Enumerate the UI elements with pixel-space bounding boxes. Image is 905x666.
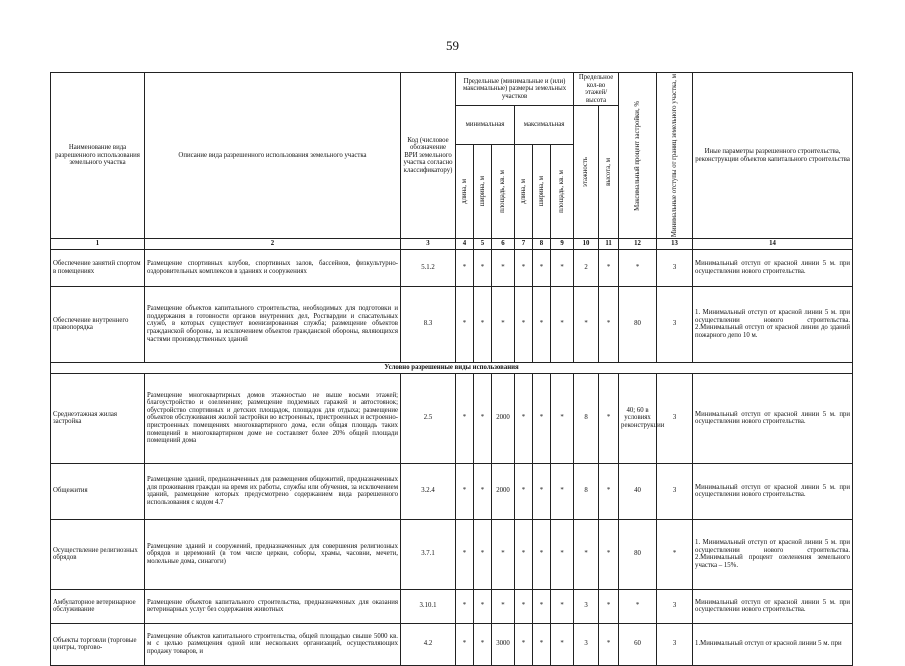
col-number: 2 bbox=[145, 239, 401, 250]
param-cell: * bbox=[474, 519, 492, 589]
param-cell: 60 bbox=[619, 623, 657, 665]
param-cell: * bbox=[533, 623, 551, 665]
use-description-cell: Размещение многоквартирных домов этажностью не выше восьми этажей; благоустройство и озеленение; размещение подземных гаражей и автостоянок; обустройство спортивных и детских площадок, площадок для отдыха; размещение объектов обслуживания жилой застройки во встроенных, пристроенных и встроенно-пристроенных помещениях многоквартирного дома, если общая площадь таких помещений в многоквартирном доме не составляет более 20% общей площади помещений дома bbox=[145, 373, 401, 463]
use-code-cell: 2.5 bbox=[401, 373, 456, 463]
param-cell: 2 bbox=[574, 249, 599, 286]
param-cell: * bbox=[599, 249, 619, 286]
param-cell: * bbox=[474, 623, 492, 665]
param-cell: * bbox=[599, 286, 619, 362]
param-cell: * bbox=[492, 519, 515, 589]
param-cell: 3 bbox=[657, 373, 693, 463]
col-number: 8 bbox=[533, 239, 551, 250]
page-number: 59 bbox=[446, 38, 459, 53]
header-height: высота, м bbox=[599, 106, 619, 239]
header-floorness: этажность bbox=[574, 106, 599, 239]
col-number: 4 bbox=[456, 239, 474, 250]
table-row bbox=[51, 286, 853, 362]
header-min: минимальная bbox=[456, 106, 515, 145]
use-name-cell: Осуществление религиозных обрядов bbox=[51, 519, 145, 589]
table-row bbox=[51, 519, 853, 589]
other-params-cell: 1. Минимальный отступ от красной линии 5 м. при осуществлении нового строительства. 2.Минимальный отступ от красной линии до зданий пожарного депо 10 м. bbox=[693, 286, 853, 362]
param-cell: * bbox=[533, 589, 551, 623]
param-cell: * bbox=[551, 623, 574, 665]
use-name-cell: Общежития bbox=[51, 463, 145, 519]
header-max-area: площадь, кв. м bbox=[551, 145, 574, 239]
param-cell: 40 bbox=[619, 463, 657, 519]
header-max-width: ширина, м bbox=[533, 145, 551, 239]
param-cell: * bbox=[533, 249, 551, 286]
table-row bbox=[51, 373, 853, 463]
param-cell: 3 bbox=[574, 623, 599, 665]
header-min-area: площадь, кв. м bbox=[492, 145, 515, 239]
param-cell: 3 bbox=[657, 463, 693, 519]
param-cell: * bbox=[456, 463, 474, 519]
param-cell: 2000 bbox=[492, 373, 515, 463]
table-row bbox=[51, 249, 853, 286]
param-cell: * bbox=[456, 589, 474, 623]
param-cell: * bbox=[474, 286, 492, 362]
param-cell: * bbox=[533, 463, 551, 519]
regulations-table bbox=[50, 72, 853, 666]
param-cell: * bbox=[599, 519, 619, 589]
param-cell: * bbox=[599, 463, 619, 519]
use-code-cell: 3.7.1 bbox=[401, 519, 456, 589]
col-number: 14 bbox=[693, 239, 853, 250]
param-cell: * bbox=[599, 373, 619, 463]
col-number: 10 bbox=[574, 239, 599, 250]
table-row bbox=[51, 589, 853, 623]
header-code: Код (числовое обозначение ВРИ земельного участка согласно классификатору) bbox=[401, 73, 456, 239]
param-cell: * bbox=[492, 589, 515, 623]
use-code-cell: 5.1.2 bbox=[401, 249, 456, 286]
use-name-cell: Обеспечение занятий спортом в помещениях bbox=[51, 249, 145, 286]
param-cell: * bbox=[551, 463, 574, 519]
param-cell: * bbox=[551, 286, 574, 362]
param-cell: * bbox=[533, 373, 551, 463]
param-cell: * bbox=[474, 463, 492, 519]
use-description-cell: Размещение зданий и сооружений, предназначенных для совершения религиозных обрядов и церемоний (в том числе церкви, соборы, храмы, часовни, мечети, молельные дома, синагоги) bbox=[145, 519, 401, 589]
header-limits: Предельные (минимальные и (или) максимальные) размеры земельных участков bbox=[456, 73, 574, 106]
param-cell: * bbox=[474, 373, 492, 463]
param-cell: * bbox=[492, 249, 515, 286]
param-cell: 3 bbox=[657, 286, 693, 362]
param-cell: * bbox=[551, 519, 574, 589]
other-params-cell: Минимальный отступ от красной линии 5 м. при осуществлении нового строительства. bbox=[693, 589, 853, 623]
param-cell: * bbox=[456, 286, 474, 362]
column-numbers-row bbox=[51, 239, 853, 250]
use-description-cell: Размещение объектов капитального строительства, необходимых для подготовки и поддержания в готовности органов внутренних дел, Росгвардии и спасательных служб, в которых существует военизированная служба; размещение объектов гражданской обороны, за исключением объектов гражданской обороны, являющихся частями производственных зданий bbox=[145, 286, 401, 362]
param-cell: * bbox=[515, 589, 533, 623]
use-name-cell: Обеспечение внутреннего правопорядка bbox=[51, 286, 145, 362]
other-params-cell: Минимальный отступ от красной линии 5 м. при осуществлении нового строительства. bbox=[693, 249, 853, 286]
param-cell: * bbox=[657, 519, 693, 589]
section-row bbox=[51, 362, 853, 373]
other-params-cell: 1. Минимальный отступ от красной линии 5 м. при осуществлении нового строительства. 2.Минимальный процент озеленения земельного участка – 15%. bbox=[693, 519, 853, 589]
header-floors: Предельное кол-во этажей/высота bbox=[574, 73, 619, 106]
param-cell: * bbox=[515, 249, 533, 286]
use-description-cell: Размещение зданий, предназначенных для размещения общежитий, предназначенных для проживания граждан на время их работы, службы или обучения, за исключением зданий, размещение которых предусмотрено содержанием вида разрешенного использования с кодом 4.7 bbox=[145, 463, 401, 519]
param-cell: * bbox=[551, 249, 574, 286]
other-params-cell: Минимальный отступ от красной линии 5 м. при осуществлении нового строительства. bbox=[693, 373, 853, 463]
col-number: 5 bbox=[474, 239, 492, 250]
param-cell: * bbox=[619, 249, 657, 286]
use-description-cell: Размещение спортивных клубов, спортивных залов, бассейнов, физкультурно-оздоровительных комплексов в зданиях и сооружениях bbox=[145, 249, 401, 286]
use-name-cell: Амбулаторное ветеринарное обслуживание bbox=[51, 589, 145, 623]
param-cell: 3000 bbox=[492, 623, 515, 665]
param-cell: 40; 60 в условиях реконструкции bbox=[619, 373, 657, 463]
param-cell: 3 bbox=[574, 589, 599, 623]
param-cell: * bbox=[456, 373, 474, 463]
table-row bbox=[51, 463, 853, 519]
table-row bbox=[51, 623, 853, 665]
param-cell: * bbox=[474, 589, 492, 623]
param-cell: * bbox=[599, 623, 619, 665]
use-code-cell: 3.2.4 bbox=[401, 463, 456, 519]
param-cell: * bbox=[515, 286, 533, 362]
use-code-cell: 4.2 bbox=[401, 623, 456, 665]
param-cell: 8 bbox=[574, 463, 599, 519]
use-description-cell: Размещение объектов капитального строительства, общей площадью свыше 5000 кв. м с целью размещения одной или нескольких организаций, осуществляющих продажу товаров, и bbox=[145, 623, 401, 665]
col-number: 3 bbox=[401, 239, 456, 250]
col-number: 11 bbox=[599, 239, 619, 250]
other-params-cell: Минимальный отступ от красной линии 5 м. при осуществлении нового строительства. bbox=[693, 463, 853, 519]
param-cell: 3 bbox=[657, 249, 693, 286]
col-number: 12 bbox=[619, 239, 657, 250]
header-density: Максимальный процент застройки, % bbox=[619, 73, 657, 239]
param-cell: * bbox=[551, 373, 574, 463]
col-number: 6 bbox=[492, 239, 515, 250]
param-cell: * bbox=[474, 249, 492, 286]
header-min-width: ширина, м bbox=[474, 145, 492, 239]
other-params-cell: 1.Минимальный отступ от красной линии 5 м. при bbox=[693, 623, 853, 665]
param-cell: 8 bbox=[574, 373, 599, 463]
header-max: максимальная bbox=[515, 106, 574, 145]
param-cell: * bbox=[515, 519, 533, 589]
header-name: Наименование вида разрешенного использования земельного участка bbox=[51, 73, 145, 239]
use-name-cell: Среднеэтажная жилая застройка bbox=[51, 373, 145, 463]
param-cell: * bbox=[456, 519, 474, 589]
param-cell: * bbox=[456, 623, 474, 665]
param-cell: * bbox=[533, 286, 551, 362]
use-name-cell: Объекты торговли (торговые центры, торгово- bbox=[51, 623, 145, 665]
param-cell: * bbox=[515, 373, 533, 463]
use-description-cell: Размещение объектов капитального строительства, предназначенных для оказания ветеринарных услуг без содержания животных bbox=[145, 589, 401, 623]
param-cell: * bbox=[619, 589, 657, 623]
param-cell: * bbox=[456, 249, 474, 286]
use-code-cell: 8.3 bbox=[401, 286, 456, 362]
header-min-length: длина, м bbox=[456, 145, 474, 239]
header-max-length: длина, м bbox=[515, 145, 533, 239]
col-number: 13 bbox=[657, 239, 693, 250]
col-number: 1 bbox=[51, 239, 145, 250]
param-cell: 3 bbox=[657, 589, 693, 623]
param-cell: 2000 bbox=[492, 463, 515, 519]
param-cell: * bbox=[533, 519, 551, 589]
col-number: 7 bbox=[515, 239, 533, 250]
param-cell: 3 bbox=[657, 623, 693, 665]
use-code-cell: 3.10.1 bbox=[401, 589, 456, 623]
param-cell: * bbox=[599, 589, 619, 623]
col-number: 9 bbox=[551, 239, 574, 250]
header-offset: Минимальные отступы от границ земельного участка, м bbox=[657, 73, 693, 239]
param-cell: * bbox=[574, 519, 599, 589]
param-cell: 80 bbox=[619, 286, 657, 362]
header-other: Иные параметры разрешенного строительства, реконструкции объектов капитального строительства bbox=[693, 73, 853, 239]
header-description: Описание вида разрешенного использования земельного участка bbox=[145, 73, 401, 239]
param-cell: * bbox=[515, 623, 533, 665]
section-title: Условно разрешенные виды использования bbox=[51, 362, 853, 373]
param-cell: * bbox=[551, 589, 574, 623]
param-cell: 80 bbox=[619, 519, 657, 589]
param-cell: * bbox=[515, 463, 533, 519]
param-cell: * bbox=[492, 286, 515, 362]
param-cell: * bbox=[574, 286, 599, 362]
